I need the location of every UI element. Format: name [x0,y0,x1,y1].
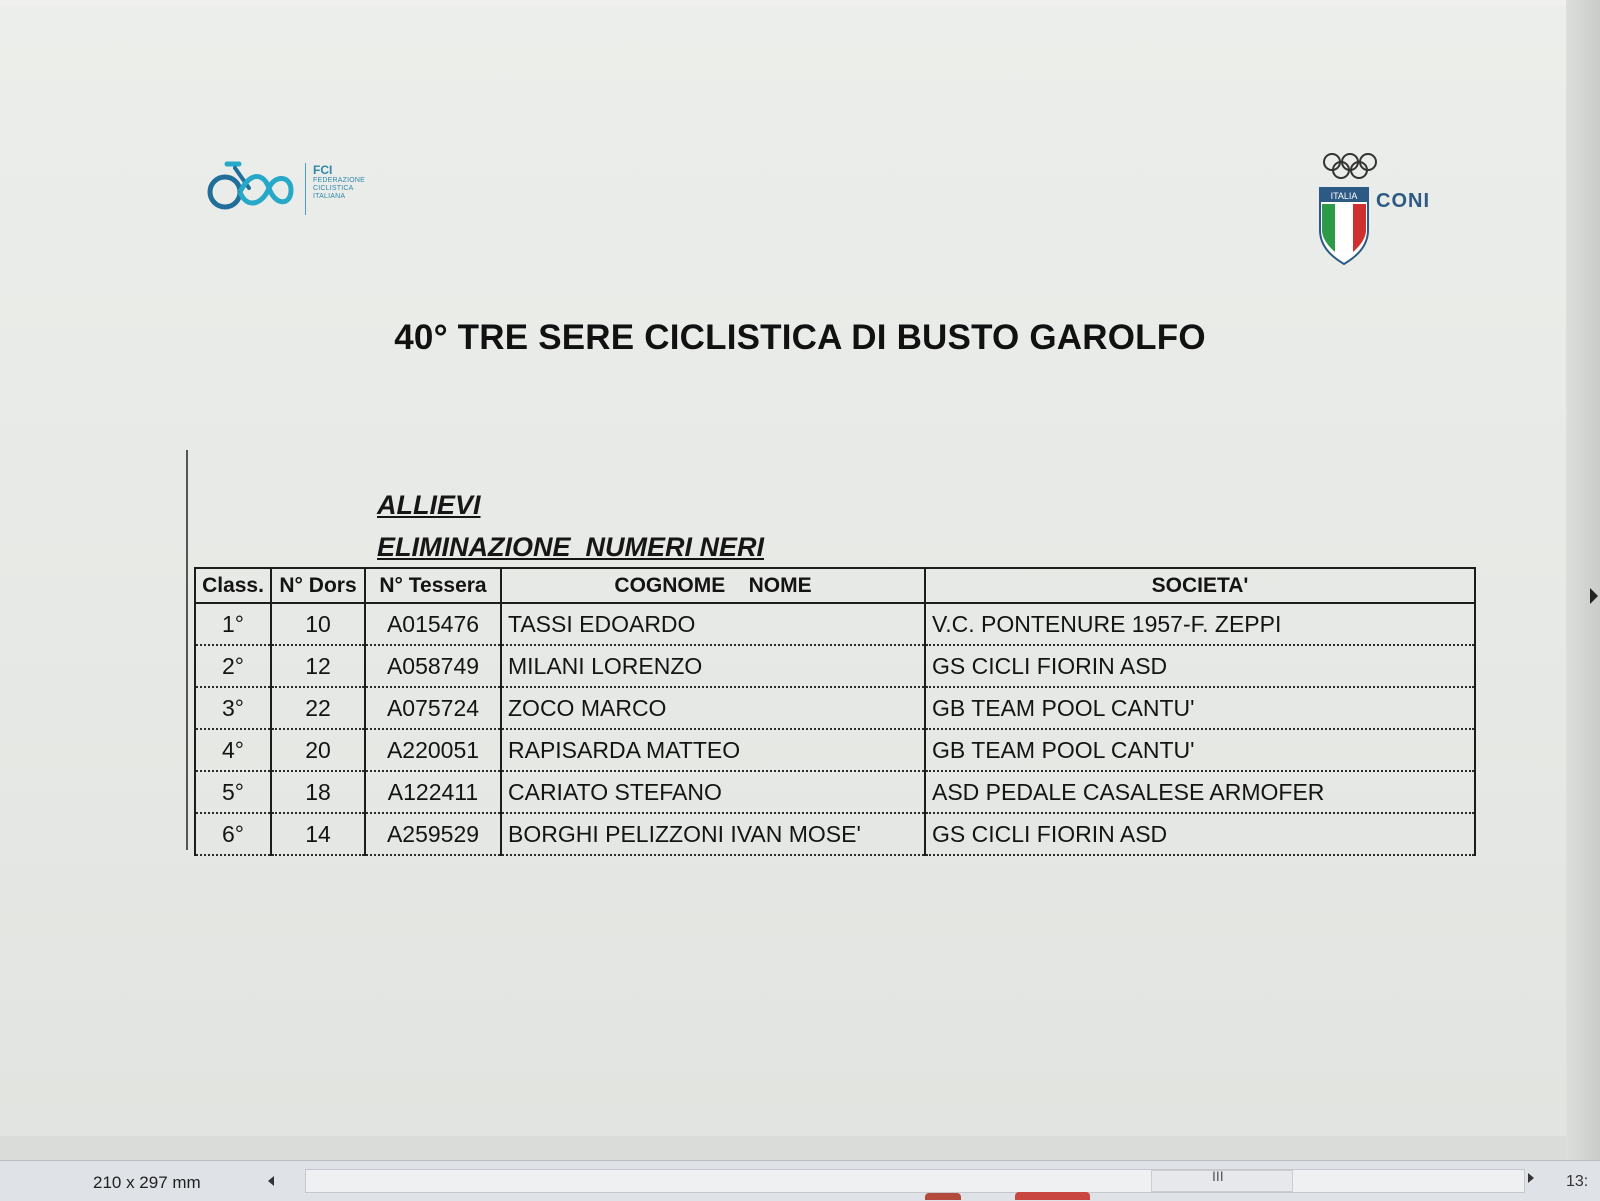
cell-tessera: A220051 [365,729,501,771]
cell-societa: GB TEAM POOL CANTU' [925,687,1475,729]
table-row [195,729,1475,771]
italy-shield-icon [1318,186,1370,266]
status-bar [0,1160,1600,1201]
fci-bicycle-icon [205,158,301,218]
cell-name: RAPISARDA MATTEO [501,729,925,771]
cell-name: CARIATO STEFANO [501,771,925,813]
cell-class: 5° [195,771,271,813]
cell-societa: GS CICLI FIORIN ASD [925,645,1475,687]
table-row [195,813,1475,855]
cell-class: 6° [195,813,271,855]
horizontal-scrollbar[interactable] [305,1169,1525,1193]
header-tessera: N° Tessera [365,568,501,603]
page-size-indicator: 210 x 297 mm [93,1173,201,1192]
coni-logo [1318,152,1448,270]
cell-name: BORGHI PELIZZONI IVAN MOSE' [501,813,925,855]
taskbar-clock: 13: [1566,1173,1589,1190]
results-table [194,567,1476,856]
olympic-rings-icon [1322,152,1378,182]
header-dors: N° Dors [271,568,365,603]
cell-class: 2° [195,645,271,687]
cell-societa: GS CICLI FIORIN ASD [925,813,1475,855]
cell-class: 1° [195,603,271,645]
table-row [195,771,1475,813]
page-right-arrow-icon[interactable] [1590,588,1598,604]
scroll-grip-icon: III [1212,1168,1224,1184]
fci-logo [205,158,395,220]
cell-dors: 20 [271,729,365,771]
cell-tessera: A075724 [365,687,501,729]
fci-abbr: FCI [313,163,333,177]
cell-tessera: A259529 [365,813,501,855]
logo-divider [305,163,306,215]
fci-line-2: CICLISTICA [313,185,354,192]
header-name: COGNOME NOME [501,568,925,603]
cell-dors: 12 [271,645,365,687]
cell-dors: 18 [271,771,365,813]
cell-tessera: A058749 [365,645,501,687]
fci-line-1: FEDERAZIONE [313,177,365,184]
race-type-text: ELIMINAZIONE NUMERI NERI [377,532,765,562]
taskbar-app-button[interactable] [1015,1192,1090,1200]
page-title: 40° TRE SERE CICLISTICA DI BUSTO GAROLFO [394,318,1206,358]
table-row [195,645,1475,687]
cell-societa: V.C. PONTENURE 1957-F. ZEPPI [925,603,1475,645]
fci-line-3: ITALIANA [313,193,346,200]
page-top-edge [0,0,1600,6]
cell-tessera: A015476 [365,603,501,645]
cell-class: 3° [195,687,271,729]
scrollbar-thumb[interactable] [1151,1170,1293,1192]
taskbar-app-icon[interactable] [925,1193,961,1200]
table-row [195,603,1475,645]
cell-tessera: A122411 [365,771,501,813]
cell-dors: 10 [271,603,365,645]
window-right-edge [1566,0,1600,1160]
coni-wordmark: CONI [1376,190,1430,212]
table-header-row [195,568,1475,603]
scroll-right-arrow-icon[interactable] [1528,1173,1534,1183]
cell-name: ZOCO MARCO [501,687,925,729]
fci-logo-text [313,163,365,201]
cell-dors: 14 [271,813,365,855]
category-heading: ALLIEVI [377,490,481,520]
cell-name: MILANI LORENZO [501,645,925,687]
scroll-left-arrow-icon[interactable] [268,1176,274,1186]
header-class: Class. [195,568,271,603]
cell-societa: GB TEAM POOL CANTU' [925,729,1475,771]
cell-dors: 22 [271,687,365,729]
race-type-heading [377,532,764,562]
coni-shield-text: ITALIA [1330,191,1358,201]
header-societa: SOCIETA' [925,568,1475,603]
cell-name: TASSI EDOARDO [501,603,925,645]
cell-class: 4° [195,729,271,771]
cell-societa: ASD PEDALE CASALESE ARMOFER [925,771,1475,813]
frame-line [186,450,188,850]
table-row [195,687,1475,729]
